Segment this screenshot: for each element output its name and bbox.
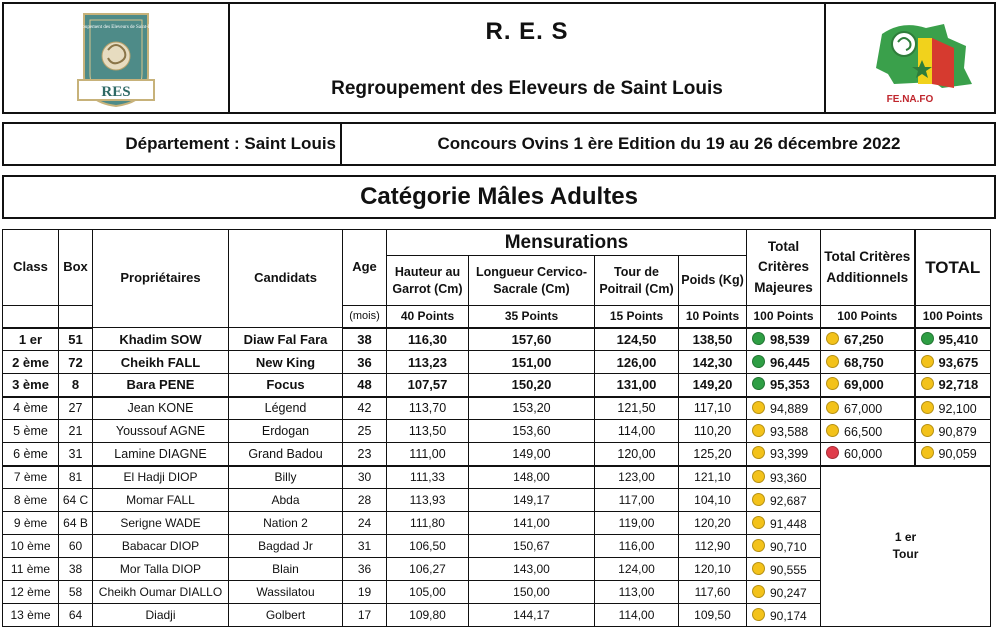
res-logo-arc-text: Regroupement des Eleveurs de Saint-Louis: [72, 25, 160, 30]
tcm-cell: [747, 489, 821, 512]
tcm-cell: [747, 328, 821, 351]
total-cell: [915, 374, 991, 397]
longueur-cell: 150,67: [469, 535, 595, 558]
box-cell: 60: [59, 535, 93, 558]
poids-cell: 112,90: [679, 535, 747, 558]
col-tour-header: Tour de Poitrail (Cm): [595, 256, 679, 306]
status-dot-icon: [752, 493, 765, 506]
age-unit: (mois): [343, 306, 387, 328]
poids-cell: 117,10: [679, 397, 747, 420]
owner-cell: El Hadji DIOP: [93, 466, 229, 489]
status-dot-icon: [921, 424, 934, 437]
total-cell-value: 93,675: [938, 354, 979, 370]
res-logo: [4, 4, 230, 112]
total-cell-value: 92,718: [938, 377, 979, 393]
total-cell: [915, 420, 991, 443]
total-cell-value: 90,879: [938, 424, 977, 439]
total-cell: [915, 351, 991, 374]
header-banner: [2, 2, 996, 114]
tcm-cell-value: 98,539: [770, 331, 810, 347]
tour-cell: 117,00: [595, 489, 679, 512]
page-title: R. E. S: [485, 18, 569, 45]
age-cell: 36: [343, 351, 387, 374]
class-cell: 6 ème: [3, 443, 59, 466]
tca-cell-value: 60,000: [844, 447, 883, 462]
longueur-cell: 148,00: [469, 466, 595, 489]
longueur-cell: 149,00: [469, 443, 595, 466]
candidate-cell: Grand Badou: [229, 443, 343, 466]
class-cell: 1 er: [3, 328, 59, 351]
col-longueur-header: Longueur Cervico-Sacrale (Cm): [469, 256, 595, 306]
tca-cell: [821, 374, 915, 397]
tcm-cell-value: 90,174: [770, 608, 807, 623]
round-label: 1 er Tour: [821, 466, 991, 627]
owner-cell: Youssouf AGNE: [93, 420, 229, 443]
table-row: [3, 397, 991, 420]
class-cell: 10 ème: [3, 535, 59, 558]
tcm-cell-value: 91,448: [770, 516, 807, 531]
longueur-cell: 141,00: [469, 512, 595, 535]
age-cell: 31: [343, 535, 387, 558]
class-cell: 12 ème: [3, 581, 59, 604]
tca-cell: [821, 420, 915, 443]
pts-poids: 10 Points: [679, 306, 747, 328]
status-dot-icon: [752, 470, 765, 483]
box-cell: 64 C: [59, 489, 93, 512]
hauteur-cell: 111,33: [387, 466, 469, 489]
total-cell: [915, 397, 991, 420]
tcm-cell: [747, 581, 821, 604]
tour-cell: 124,00: [595, 558, 679, 581]
owner-cell: Cheikh Oumar DIALLO: [93, 581, 229, 604]
candidate-cell: Diaw Fal Fara: [229, 328, 343, 351]
hauteur-cell: 113,23: [387, 351, 469, 374]
tcm-cell-value: 90,710: [770, 539, 807, 554]
hauteur-cell: 106,50: [387, 535, 469, 558]
candidate-cell: Focus: [229, 374, 343, 397]
owner-cell: Jean KONE: [93, 397, 229, 420]
candidate-cell: Wassilatou: [229, 581, 343, 604]
longueur-cell: 157,60: [469, 328, 595, 351]
class-cell: 9 ème: [3, 512, 59, 535]
pts-tca: 100 Points: [821, 306, 915, 328]
class-cell: 7 ème: [3, 466, 59, 489]
status-dot-icon: [826, 377, 839, 390]
candidate-cell: Bagdad Jr: [229, 535, 343, 558]
tcm-cell: [747, 604, 821, 627]
total-cell-value: 95,410: [938, 331, 979, 347]
candidate-cell: Légend: [229, 397, 343, 420]
tour-cell: 120,00: [595, 443, 679, 466]
hauteur-cell: 113,70: [387, 397, 469, 420]
tcm-cell-value: 94,889: [770, 401, 809, 416]
age-cell: 30: [343, 466, 387, 489]
hauteur-cell: 113,50: [387, 420, 469, 443]
longueur-cell: 153,20: [469, 397, 595, 420]
table-row: [3, 374, 991, 397]
poids-cell: 104,10: [679, 489, 747, 512]
tcm-cell: [747, 466, 821, 489]
box-cell: 72: [59, 351, 93, 374]
candidate-cell: Nation 2: [229, 512, 343, 535]
category-title: Catégorie Mâles Adultes: [2, 175, 996, 219]
longueur-cell: 153,60: [469, 420, 595, 443]
poids-cell: 120,10: [679, 558, 747, 581]
box-cell: 27: [59, 397, 93, 420]
status-dot-icon: [752, 424, 765, 437]
candidate-cell: Abda: [229, 489, 343, 512]
res-logo-text: RES: [101, 84, 131, 100]
status-dot-icon: [826, 424, 839, 437]
ram-logo-icon: [4, 4, 228, 112]
box-cell: 8: [59, 374, 93, 397]
class-cell: 2 ème: [3, 351, 59, 374]
owner-cell: Mor Talla DIOP: [93, 558, 229, 581]
class-cell: 13 ème: [3, 604, 59, 627]
status-dot-icon: [826, 332, 839, 345]
tcm-cell-value: 93,399: [770, 447, 809, 462]
box-cell: 81: [59, 466, 93, 489]
box-cell: 31: [59, 443, 93, 466]
hauteur-cell: 105,00: [387, 581, 469, 604]
class-cell: 4 ème: [3, 397, 59, 420]
status-dot-icon: [752, 401, 765, 414]
age-cell: 24: [343, 512, 387, 535]
contest-label: Concours Ovins 1 ère Edition du 19 au 26 décembre 2022: [437, 134, 901, 153]
tour-cell: 123,00: [595, 466, 679, 489]
department-bar: [2, 122, 996, 166]
tca-cell: [821, 328, 915, 351]
owner-cell: Diadji: [93, 604, 229, 627]
results-table: [2, 229, 991, 627]
hauteur-cell: 109,80: [387, 604, 469, 627]
status-dot-icon: [826, 355, 839, 368]
mensurations-header: Mensurations: [387, 230, 747, 256]
status-dot-icon: [752, 562, 765, 575]
tcm-cell: [747, 558, 821, 581]
status-dot-icon: [752, 608, 765, 621]
tcm-cell-value: 92,687: [770, 493, 807, 508]
poids-cell: 142,30: [679, 351, 747, 374]
col-tca-header: Total Critères Additionnels: [821, 230, 915, 306]
tca-cell: [821, 397, 915, 420]
box-cell: 58: [59, 581, 93, 604]
age-cell: 28: [343, 489, 387, 512]
poids-cell: 109,50: [679, 604, 747, 627]
tcm-cell: [747, 535, 821, 558]
poids-cell: 138,50: [679, 328, 747, 351]
status-dot-icon: [921, 446, 934, 459]
owner-cell: Bara PENE: [93, 374, 229, 397]
col-total-header: TOTAL: [915, 230, 991, 306]
box-cell: 38: [59, 558, 93, 581]
pts-hauteur: 40 Points: [387, 306, 469, 328]
tcm-cell-value: 95,353: [770, 377, 810, 393]
status-dot-icon: [921, 377, 934, 390]
tour-cell: 113,00: [595, 581, 679, 604]
table-row: [3, 351, 991, 374]
age-cell: 36: [343, 558, 387, 581]
total-cell: [915, 328, 991, 351]
tca-cell-value: 66,500: [844, 424, 883, 439]
table-row: [3, 443, 991, 466]
tcm-cell: [747, 351, 821, 374]
pts-tcm: 100 Points: [747, 306, 821, 328]
tour-cell: 124,50: [595, 328, 679, 351]
candidate-cell: Billy: [229, 466, 343, 489]
tca-cell: [821, 443, 915, 466]
status-dot-icon: [826, 446, 839, 459]
poids-cell: 120,20: [679, 512, 747, 535]
status-dot-icon: [752, 377, 765, 390]
table-row: [3, 328, 991, 351]
tour-cell: 114,00: [595, 420, 679, 443]
box-cell: 64: [59, 604, 93, 627]
tour-cell: 131,00: [595, 374, 679, 397]
col-age-header: Age: [343, 230, 387, 306]
tca-cell: [821, 351, 915, 374]
box-cell: 64 B: [59, 512, 93, 535]
box-cell: 51: [59, 328, 93, 351]
age-cell: 42: [343, 397, 387, 420]
col-box-header: Box: [59, 230, 93, 306]
age-cell: 48: [343, 374, 387, 397]
col-owner-header: Propriétaires: [93, 230, 229, 328]
owner-cell: Khadim SOW: [93, 328, 229, 351]
owner-cell: Serigne WADE: [93, 512, 229, 535]
tca-cell-value: 69,000: [844, 377, 884, 393]
class-cell: 5 ème: [3, 420, 59, 443]
table-row: [3, 420, 991, 443]
poids-cell: 110,20: [679, 420, 747, 443]
hauteur-cell: 111,80: [387, 512, 469, 535]
box-cell: 21: [59, 420, 93, 443]
status-dot-icon: [921, 332, 934, 345]
longueur-cell: 150,00: [469, 581, 595, 604]
tcm-cell-value: 90,555: [770, 562, 807, 577]
class-cell: 3 ème: [3, 374, 59, 397]
tour-cell: 121,50: [595, 397, 679, 420]
department-label: Département : Saint Louis: [4, 124, 342, 164]
col-hauteur-header: Hauteur au Garrot (Cm): [387, 256, 469, 306]
tour-cell: 116,00: [595, 535, 679, 558]
age-cell: 19: [343, 581, 387, 604]
hauteur-cell: 106,27: [387, 558, 469, 581]
tcm-cell: [747, 374, 821, 397]
candidate-cell: New King: [229, 351, 343, 374]
status-dot-icon: [752, 355, 765, 368]
page-subtitle: Regroupement des Eleveurs de Saint Louis: [331, 78, 723, 99]
status-dot-icon: [752, 446, 765, 459]
owner-cell: Babacar DIOP: [93, 535, 229, 558]
tcm-cell-value: 93,588: [770, 424, 809, 439]
candidate-cell: Golbert: [229, 604, 343, 627]
longueur-cell: 143,00: [469, 558, 595, 581]
hauteur-cell: 113,93: [387, 489, 469, 512]
tour-cell: 114,00: [595, 604, 679, 627]
hauteur-cell: 116,30: [387, 328, 469, 351]
poids-cell: 121,10: [679, 466, 747, 489]
longueur-cell: 144,17: [469, 604, 595, 627]
tca-cell-value: 67,000: [844, 401, 883, 416]
owner-cell: Momar FALL: [93, 489, 229, 512]
tcm-cell: [747, 420, 821, 443]
tcm-cell: [747, 443, 821, 466]
status-dot-icon: [752, 516, 765, 529]
status-dot-icon: [752, 332, 765, 345]
tcm-cell-value: 93,360: [770, 470, 807, 485]
age-cell: 17: [343, 604, 387, 627]
candidate-cell: Erdogan: [229, 420, 343, 443]
total-cell-value: 92,100: [938, 401, 977, 416]
pts-tour: 15 Points: [595, 306, 679, 328]
fenafo-logo-text: FE.NA.FO: [886, 94, 934, 105]
owner-cell: Cheikh FALL: [93, 351, 229, 374]
age-cell: 23: [343, 443, 387, 466]
hauteur-cell: 111,00: [387, 443, 469, 466]
age-cell: 38: [343, 328, 387, 351]
pts-longueur: 35 Points: [469, 306, 595, 328]
poids-cell: 117,60: [679, 581, 747, 604]
tour-cell: 119,00: [595, 512, 679, 535]
tcm-cell-value: 90,247: [770, 585, 807, 600]
status-dot-icon: [752, 585, 765, 598]
tcm-cell-value: 96,445: [770, 354, 810, 370]
col-candidate-header: Candidats: [229, 230, 343, 328]
pts-total: 100 Points: [915, 306, 991, 328]
status-dot-icon: [752, 539, 765, 552]
hauteur-cell: 107,57: [387, 374, 469, 397]
poids-cell: 149,20: [679, 374, 747, 397]
tcm-cell: [747, 512, 821, 535]
tcm-cell: [747, 397, 821, 420]
longueur-cell: 151,00: [469, 351, 595, 374]
class-cell: 8 ème: [3, 489, 59, 512]
candidate-cell: Blain: [229, 558, 343, 581]
col-class-header: Class: [3, 230, 59, 306]
table-row: [3, 466, 991, 489]
col-tcm-header: Total Critères Majeures: [747, 230, 821, 306]
longueur-cell: 149,17: [469, 489, 595, 512]
poids-cell: 125,20: [679, 443, 747, 466]
senegal-map-icon: [826, 4, 994, 112]
fenafo-logo: [824, 4, 994, 112]
tca-cell-value: 68,750: [844, 354, 884, 370]
class-cell: 11 ème: [3, 558, 59, 581]
status-dot-icon: [921, 355, 934, 368]
longueur-cell: 150,20: [469, 374, 595, 397]
owner-cell: Lamine DIAGNE: [93, 443, 229, 466]
col-poids-header: Poids (Kg): [679, 256, 747, 306]
tca-cell-value: 67,250: [844, 331, 884, 347]
tour-cell: 126,00: [595, 351, 679, 374]
age-cell: 25: [343, 420, 387, 443]
status-dot-icon: [826, 401, 839, 414]
status-dot-icon: [921, 401, 934, 414]
total-cell: [915, 443, 991, 466]
total-cell-value: 90,059: [938, 447, 977, 462]
